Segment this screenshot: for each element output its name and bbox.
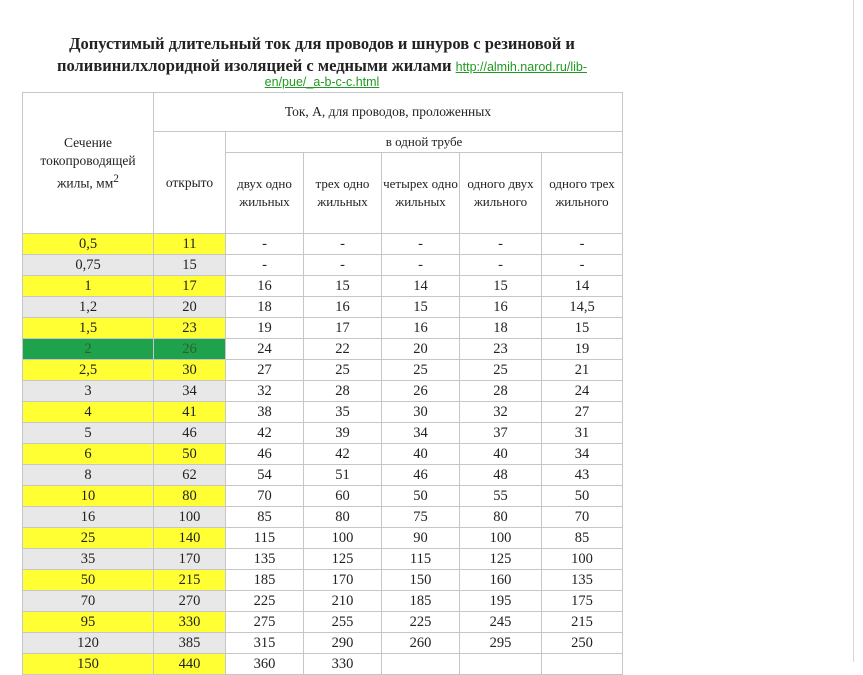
cell-section: 4	[23, 402, 154, 423]
cell-three-single: 16	[304, 297, 382, 318]
cell-one-three-core: 34	[542, 444, 623, 465]
cell-section: 25	[23, 528, 154, 549]
cell-open: 34	[154, 381, 226, 402]
table-row	[23, 360, 623, 381]
cell-four-single: 20	[382, 339, 460, 360]
cell-section: 120	[23, 633, 154, 654]
cell-three-single: -	[304, 234, 382, 255]
cell-four-single: 14	[382, 276, 460, 297]
cell-two-single: 42	[226, 423, 304, 444]
source-link[interactable]: http://almih.narod.ru/lib-	[455, 60, 587, 74]
table-row	[23, 381, 623, 402]
cell-one-three-core	[542, 654, 623, 675]
cell-one-two-core: 195	[460, 591, 542, 612]
cell-open: 50	[154, 444, 226, 465]
cell-section: 1,5	[23, 318, 154, 339]
cell-three-single: 60	[304, 486, 382, 507]
cell-two-single: 185	[226, 570, 304, 591]
cell-one-two-core: 15	[460, 276, 542, 297]
cell-open: 440	[154, 654, 226, 675]
cell-section: 1,2	[23, 297, 154, 318]
col-header-three-single: трех одно жильных	[304, 153, 382, 234]
cell-three-single: 330	[304, 654, 382, 675]
cell-open: 62	[154, 465, 226, 486]
cell-one-three-core: 27	[542, 402, 623, 423]
cell-section: 1	[23, 276, 154, 297]
cell-one-two-core	[460, 654, 542, 675]
cell-three-single: 17	[304, 318, 382, 339]
section-header-text: Сечение токопроводящей жилы, мм	[40, 134, 136, 191]
cell-four-single: 34	[382, 423, 460, 444]
cell-two-single: -	[226, 255, 304, 276]
source-link-continued[interactable]: en/pue/_a-b-c-c.html	[264, 75, 380, 89]
col-header-one-two-core: одного двух жильного	[460, 153, 542, 234]
cell-three-single: 42	[304, 444, 382, 465]
cell-one-two-core: 16	[460, 297, 542, 318]
cell-two-single: 24	[226, 339, 304, 360]
cell-one-two-core: 18	[460, 318, 542, 339]
cell-one-three-core: 135	[542, 570, 623, 591]
cell-four-single: -	[382, 234, 460, 255]
cell-two-single: 315	[226, 633, 304, 654]
page-title	[22, 33, 622, 89]
cell-section: 2	[23, 339, 154, 360]
cell-section: 0,5	[23, 234, 154, 255]
cell-section: 8	[23, 465, 154, 486]
cell-open: 11	[154, 234, 226, 255]
cell-one-two-core: 23	[460, 339, 542, 360]
cell-one-two-core: 28	[460, 381, 542, 402]
cell-two-single: 225	[226, 591, 304, 612]
cell-three-single: 170	[304, 570, 382, 591]
cell-four-single: 225	[382, 612, 460, 633]
cell-two-single: 19	[226, 318, 304, 339]
cell-one-three-core: 50	[542, 486, 623, 507]
cell-one-two-core: 40	[460, 444, 542, 465]
cell-four-single: 115	[382, 549, 460, 570]
cell-one-two-core: 295	[460, 633, 542, 654]
cell-three-single: 100	[304, 528, 382, 549]
cell-one-two-core: 100	[460, 528, 542, 549]
table-row	[23, 612, 623, 633]
cell-one-two-core: 125	[460, 549, 542, 570]
cell-open: 270	[154, 591, 226, 612]
cell-two-single: 18	[226, 297, 304, 318]
cell-section: 16	[23, 507, 154, 528]
table-row	[23, 591, 623, 612]
cell-two-single: -	[226, 234, 304, 255]
table-row	[23, 423, 623, 444]
cell-three-single: -	[304, 255, 382, 276]
table-row	[23, 276, 623, 297]
cell-three-single: 35	[304, 402, 382, 423]
table-row	[23, 318, 623, 339]
cell-two-single: 135	[226, 549, 304, 570]
cell-section: 2,5	[23, 360, 154, 381]
table-row	[23, 234, 623, 255]
cell-four-single: 40	[382, 444, 460, 465]
cell-three-single: 80	[304, 507, 382, 528]
table-row	[23, 654, 623, 675]
cell-three-single: 210	[304, 591, 382, 612]
cell-one-two-core: 80	[460, 507, 542, 528]
cell-one-two-core: 37	[460, 423, 542, 444]
cell-four-single: 150	[382, 570, 460, 591]
table-row	[23, 486, 623, 507]
cell-four-single: 185	[382, 591, 460, 612]
cell-one-two-core: 25	[460, 360, 542, 381]
cell-three-single: 28	[304, 381, 382, 402]
cell-one-three-core: 100	[542, 549, 623, 570]
cell-one-three-core: 70	[542, 507, 623, 528]
cell-two-single: 32	[226, 381, 304, 402]
cell-open: 20	[154, 297, 226, 318]
title-line-2-text: поливинилхлоридной изоляцией с медными жилами	[57, 56, 452, 75]
cell-four-single: 25	[382, 360, 460, 381]
cell-one-three-core: 19	[542, 339, 623, 360]
cell-four-single: 16	[382, 318, 460, 339]
cell-four-single: 46	[382, 465, 460, 486]
cell-one-three-core: 31	[542, 423, 623, 444]
cell-two-single: 85	[226, 507, 304, 528]
cell-four-single: 75	[382, 507, 460, 528]
cell-four-single	[382, 654, 460, 675]
cell-two-single: 16	[226, 276, 304, 297]
cell-four-single: 15	[382, 297, 460, 318]
cell-one-three-core: 14	[542, 276, 623, 297]
cell-open: 26	[154, 339, 226, 360]
current-header: Ток, А, для проводов, проложенных	[154, 93, 623, 132]
cell-four-single: 30	[382, 402, 460, 423]
cell-open: 80	[154, 486, 226, 507]
cell-three-single: 15	[304, 276, 382, 297]
cell-one-two-core: -	[460, 255, 542, 276]
section-header-sup: 2	[113, 172, 119, 185]
cell-two-single: 70	[226, 486, 304, 507]
table-row	[23, 402, 623, 423]
cell-two-single: 38	[226, 402, 304, 423]
current-table	[22, 92, 623, 675]
cell-open: 23	[154, 318, 226, 339]
title-line-1: Допустимый длительный ток для проводов и шнуров с резиновой и	[69, 34, 575, 53]
cell-section: 150	[23, 654, 154, 675]
section-header	[23, 93, 154, 234]
cell-four-single: 260	[382, 633, 460, 654]
cell-one-two-core: 32	[460, 402, 542, 423]
cell-one-two-core: 55	[460, 486, 542, 507]
cell-section: 95	[23, 612, 154, 633]
cell-three-single: 290	[304, 633, 382, 654]
open-header: открыто	[154, 132, 226, 234]
cell-one-three-core: 250	[542, 633, 623, 654]
table-row	[23, 528, 623, 549]
cell-section: 0,75	[23, 255, 154, 276]
cell-one-two-core: 48	[460, 465, 542, 486]
cell-open: 330	[154, 612, 226, 633]
cell-one-three-core: 175	[542, 591, 623, 612]
cell-one-three-core: 85	[542, 528, 623, 549]
cell-one-three-core: 43	[542, 465, 623, 486]
table-row	[23, 549, 623, 570]
cell-three-single: 22	[304, 339, 382, 360]
table-row	[23, 444, 623, 465]
cell-four-single: 26	[382, 381, 460, 402]
table-row	[23, 297, 623, 318]
page-divider	[853, 0, 854, 662]
cell-three-single: 39	[304, 423, 382, 444]
cell-three-single: 25	[304, 360, 382, 381]
table-row	[23, 633, 623, 654]
table-row	[23, 339, 623, 360]
cell-open: 100	[154, 507, 226, 528]
col-header-one-three-core: одного трех жильного	[542, 153, 623, 234]
cell-three-single: 255	[304, 612, 382, 633]
cell-four-single: 90	[382, 528, 460, 549]
cell-three-single: 125	[304, 549, 382, 570]
cell-one-two-core: 160	[460, 570, 542, 591]
cell-two-single: 27	[226, 360, 304, 381]
cell-one-three-core: 215	[542, 612, 623, 633]
cell-two-single: 54	[226, 465, 304, 486]
table-row	[23, 507, 623, 528]
cell-section: 50	[23, 570, 154, 591]
cell-open: 15	[154, 255, 226, 276]
cell-one-three-core: 14,5	[542, 297, 623, 318]
cell-open: 385	[154, 633, 226, 654]
cell-one-three-core: 24	[542, 381, 623, 402]
table-row	[23, 465, 623, 486]
cell-section: 35	[23, 549, 154, 570]
cell-section: 10	[23, 486, 154, 507]
cell-open: 46	[154, 423, 226, 444]
cell-open: 17	[154, 276, 226, 297]
table-body	[23, 234, 623, 675]
cell-section: 6	[23, 444, 154, 465]
cell-one-two-core: 245	[460, 612, 542, 633]
cell-four-single: 50	[382, 486, 460, 507]
cell-two-single: 46	[226, 444, 304, 465]
table-row	[23, 570, 623, 591]
cell-open: 41	[154, 402, 226, 423]
pipe-header: в одной трубе	[226, 132, 623, 153]
cell-one-three-core: 15	[542, 318, 623, 339]
cell-section: 5	[23, 423, 154, 444]
cell-open: 140	[154, 528, 226, 549]
cell-one-three-core: -	[542, 255, 623, 276]
col-header-four-single: четырех одно жильных	[382, 153, 460, 234]
cell-section: 3	[23, 381, 154, 402]
table-row	[23, 255, 623, 276]
cell-open: 30	[154, 360, 226, 381]
cell-three-single: 51	[304, 465, 382, 486]
cell-one-two-core: -	[460, 234, 542, 255]
col-header-two-single: двух одно жильных	[226, 153, 304, 234]
cell-two-single: 360	[226, 654, 304, 675]
cell-four-single: -	[382, 255, 460, 276]
cell-two-single: 115	[226, 528, 304, 549]
cell-one-three-core: 21	[542, 360, 623, 381]
cell-open: 215	[154, 570, 226, 591]
cell-section: 70	[23, 591, 154, 612]
cell-open: 170	[154, 549, 226, 570]
cell-one-three-core: -	[542, 234, 623, 255]
cell-two-single: 275	[226, 612, 304, 633]
